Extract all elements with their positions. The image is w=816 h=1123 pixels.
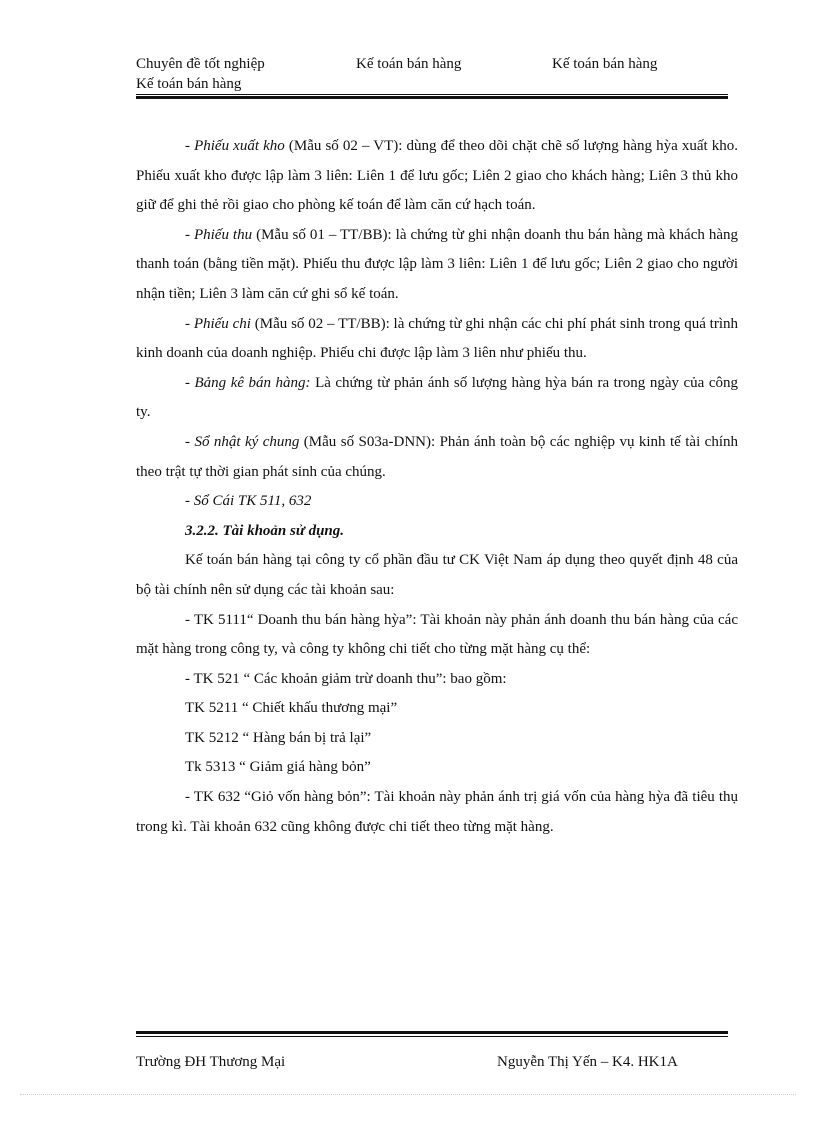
paragraph-bang-ke-ban-hang: - Bảng kê bán hàng: Là chứng từ phản ánh số lượng hàng hỳa bán ra trong ngày của công ty. [136,374,738,421]
paragraph-tk-5111: - TK 5111“ Doanh thu bán hàng hỳa”: Tài khoản này phản ánh doanh thu bán hàng của các mặt hàng trong công ty, và công ty không chi tiết cho từng mặt hàng cụ thể: [136,611,738,658]
header-title-second-line: Kế toán bán hàng [136,76,242,92]
page-edge-divider [20,1094,796,1095]
paragraph-so-nhat-ky-chung: - Sổ nhật ký chung (Mẫu số S03a-DNN): Phản ánh toàn bộ các nghiệp vụ kinh tế tài chính theo trật tự thời gian phát sinh của chúng. [136,433,739,480]
term-phieu-xuat-kho: Phiếu xuất kho [194,138,285,154]
paragraph-tk-632: - TK 632 “Giỏ vốn hàng bỏn”: Tài khoản này phản ánh trị giá vốn của hàng hỳa đã tiêu thụ trong kì. Tài khoản 632 cũng không được chi tiết theo từng mặt hàng. [136,789,738,835]
footer-author: Nguyễn Thị Yến – K4. HK1A [497,1054,678,1070]
header-title-middle: Kế toán bán hàng [356,56,462,72]
footer-school: Trường ĐH Thương Mại [136,1054,286,1070]
paragraph-so-cai: - Sổ Cái TK 511, 632 [185,493,312,510]
header-title-right: Kế toán bán hàng [552,56,658,72]
paragraph-tk-5211: TK 5211 “ Chiết khấu thương mại” [185,700,398,717]
term-bang-ke-ban-hang: Bảng kê bán hàng: [194,374,311,391]
term-phieu-thu: Phiếu thu [193,226,253,243]
header-title-left: Chuyên đề tốt nghiệp [136,56,265,72]
section-heading: 3.2.2. Tài khoản sử dụng. [185,522,345,539]
paragraph-tk-5212: TK 5212 “ Hàng bán bị trả lại” [185,729,372,746]
page-body [136,132,738,842]
paragraph-tk-521: - TK 521 “ Các khoản giảm trừ doanh thu”: bao gồm: [185,670,507,687]
paragraph-phieu-thu: - Phiếu thu (Mẫu số 01 – TT/BB): là chứng từ ghi nhận doanh thu bán hàng mà khách hàng thanh toán (bằng tiền mặt). Phiếu thu được lập làm 3 liên: Liên 1 để lưu gốc; Liên 2 giao cho người nhận tiền; Liên 3 làm căn cứ ghi sổ kế toán. [136,226,739,302]
term-phieu-chi: Phiếu chi [193,315,251,332]
term-so-nhat-ky-chung: Sổ nhật ký chung [194,433,300,450]
header-rule-thin [136,94,728,95]
paragraph-phieu-chi: - Phiếu chi (Mẫu số 02 – TT/BB): là chứng từ ghi nhận các chi phí phát sinh trong quá trình kinh doanh của doanh nghiệp. Phiếu chi được lập làm 3 liên như phiếu thu. [136,315,738,362]
footer-rule-thick [136,1031,728,1034]
paragraph-intro-accounts: Kế toán bán hàng tại công ty cổ phần đầu tư CK Việt Nam áp dụng theo quyết định 48 của bộ tài chính nên sử dụng các tài khoản sau: [136,552,738,598]
header-rule-thick [136,96,728,99]
footer-rule-thin [136,1036,728,1037]
paragraph-tk-5313: Tk 5313 “ Giảm giá hàng bỏn” [185,759,371,776]
paragraph-phieu-xuat-kho: - Phiếu xuất kho (Mẫu số 02 – VT): dùng để theo dõi chặt chẽ số lượng hàng hỳa xuất kho. Phiếu xuất kho được lập làm 3 liên: Liên 1 để lưu gốc; Liên 2 giao cho khách hàng; Liên 3 thủ kho giữ để ghi thẻ rồi giao cho phòng kế toán để làm căn cứ hạch toán. [136,138,738,214]
